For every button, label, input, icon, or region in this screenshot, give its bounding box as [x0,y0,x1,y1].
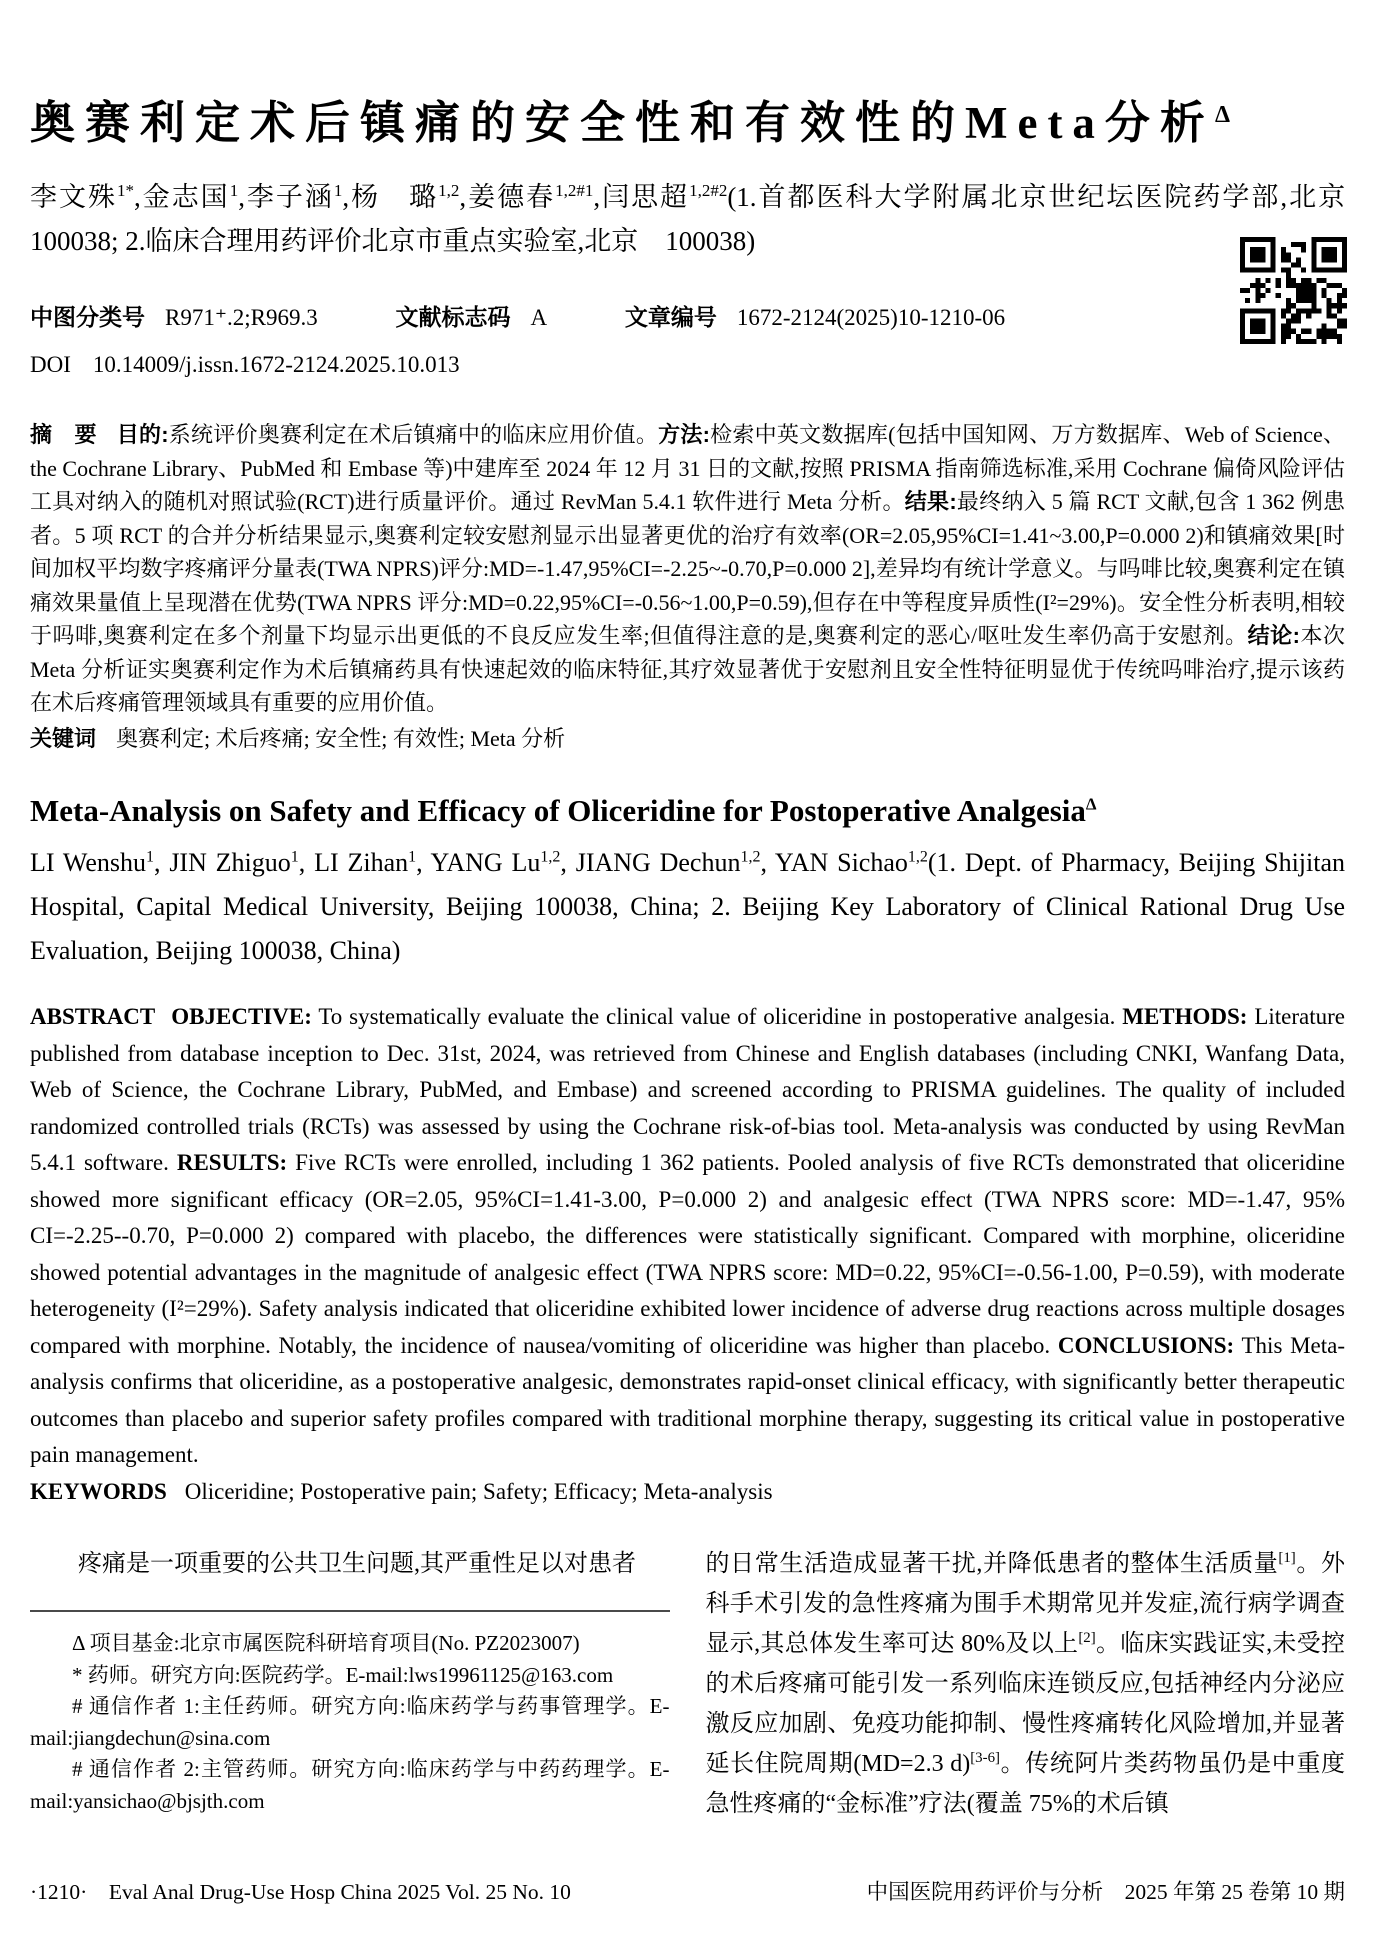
author-name: LI Zihan [314,848,409,877]
abstract-cn-section-label: 结果: [904,489,957,514]
author-name: YANG Lu [430,848,541,877]
author-sup: 1,2 [907,848,928,866]
authors-cn [30,175,1373,263]
author-separator: , [298,848,315,877]
author-name: JIN Zhiguo [169,848,291,877]
author-sup: 1,2 [438,181,460,200]
right-column [706,1544,1346,1824]
qr-code-icon [1240,237,1347,344]
author-sup: 1 [146,848,154,866]
author-name: 闫思超 [600,182,690,212]
footer-left-journal-en: ·1210· Eval Anal Drug-Use Hosp China 2025 Vol. 25 No. 10 [30,1880,571,1904]
clc-value: R971⁺.2;R969.3 [165,305,318,330]
keywords-en-label: KEYWORDS [30,1478,167,1504]
author-name: JIANG Dechun [575,848,741,877]
author-separator: , [238,182,245,212]
article-id [625,305,1005,330]
body-text: 。外科手术引发的急性疼痛为围手术期常见并发症,流行病学调查显示,其总体发生率可达 80%及以上 [705,1551,1346,1657]
abstract-cn-section-label: 结论: [1247,623,1300,648]
author-name: LI Wenshu [30,848,146,877]
author-name: 姜德春 [466,182,556,212]
abstract-cn [30,418,1345,720]
body-paragraph-left: 疼痛是一项重要的公共卫生问题,其严重性足以对患者 [78,1551,636,1577]
article-title-en-sup: Δ [1085,794,1097,814]
page-footer [30,1875,1345,1906]
citation-ref: [2] [1078,1630,1096,1646]
clc-number [30,305,318,330]
footnote-author: * 药师。研究方向:医院药学。E-mail:lws19961125@163.com [72,1662,614,1687]
author-name: 李文殊 [30,182,117,212]
keywords-cn-label: 关键词 [30,725,97,751]
abstract-en-section-text: This Meta-analysis confirms that oliceridine, as a postoperative analgesic, demonstrates rapid-onset clinical efficacy, with significantly better therapeutic outcomes than placebo and superior safety profiles compared with traditional morphine therapy, suggesting its critical value in postoperative pain management. [30,1332,1346,1467]
author-separator: , [133,182,141,212]
body-text: 的日常生活造成显著干扰,并降低患者的整体生活质量 [705,1551,1279,1577]
abstract-en [30,999,1345,1474]
article-id-value: 1672-2124(2025)10-1210-06 [736,305,1006,330]
author-name: 杨 璐 [349,182,439,212]
doi-label: DOI [30,352,71,377]
abstract-cn-section-label: 目的: [116,422,169,447]
abstract-en-section-label: OBJECTIVE: [171,1004,312,1029]
article-meta-row [30,299,1345,332]
affiliation-en: (1. Dept. of Pharmacy, Beijing Shijitan Hospital, Capital Medical University, Beijing 100038, China; 2. Beijing Key Laboratory of Clinical Rational Drug Use Evaluation, Beijing 100038, China) [30,848,1346,965]
abstract-en-section-text: Literature published from database inception to Dec. 31st, 2024, was retrieved from Chinese and English databases (including CNKI, Wanfang Data, Web of Science, the Cochrane Library, PubMed, and Embase) and screened according to PRISMA guidelines. The quality of included randomized controlled trials (RCTs) was assessed by using the Cochrane risk-of-bias tool. Meta-analysis was conducted by using RevMan 5.4.1 software. [30,1004,1346,1175]
abstract-cn-section-text: 系统评价奥赛利定在术后镇痛中的临床应用价值。 [168,422,659,447]
article-title-cn [30,86,1345,151]
abstract-en-section-label: METHODS: [1122,1004,1248,1029]
author-separator: , [416,848,431,877]
author-sup: 1,2 [740,848,761,866]
keywords-cn-text: 奥赛利定; 术后疼痛; 安全性; 有效性; Meta 分析 [116,725,566,751]
author-separator: , [760,848,775,877]
article-title-en-text: Meta-Analysis on Safety and Efficacy of Oliceridine for Postoperative Analgesia [30,793,1086,828]
affiliation-cn: (1.首都医科大学附属北京世纪坛医院药学部,北京 100038; 2.临床合理用药评价北京市重点实验室,北京 100038) [30,182,1373,256]
document-code-label: 文献标志码 [395,304,511,330]
footnote-corresponding-2: # 通信作者 2:主管药师。研究方向:临床药学与中药药理学。E-mail:yansichao@bjsjth.com [30,1757,670,1813]
author-sup: 1 [408,848,417,866]
author-separator: , [459,182,467,212]
article-title-cn-text: 奥赛利定术后镇痛的安全性和有效性的Meta分析 [30,98,1215,148]
citation-ref: [3-6] [970,1750,1000,1766]
document-code-value: A [530,305,548,330]
author-sup: 1 [229,181,239,200]
left-column [30,1544,670,1824]
body-text: 。传统阿片类药物虽仍是中重度急性疼痛的“金标准”疗法(覆盖 75%的术后镇 [705,1751,1345,1817]
author-sup: 1 [333,181,343,200]
article-id-label: 文章编号 [624,304,717,330]
citation-ref: [1] [1278,1550,1296,1566]
footnote-divider [30,1610,670,1612]
keywords-en [30,1474,1345,1511]
author-name: 李子涵 [244,182,334,212]
abstract-en-section-text: To systematically evaluate the clinical value of oliceridine in postoperative analgesia. [318,1004,1116,1029]
body-paragraph-right [706,1544,1346,1824]
two-column-body [30,1544,1345,1824]
keywords-en-text: Oliceridine; Postoperative pain; Safety; Efficacy; Meta-analysis [184,1478,773,1504]
abstract-en-section-label: RESULTS: [176,1150,288,1175]
author-name: YAN Sichao [774,848,908,877]
abstract-en-section-label: CONCLUSIONS: [1057,1332,1235,1358]
body-text: 。临床实践证实,未受控的术后疼痛可能引发一系列临床连锁反应,包括神经内分泌应激反应加剧、免疫功能抑制、慢性疼痛转化风险增加,并显著延长住院周期(MD=2.3 d) [705,1631,1346,1777]
abstract-en-section-text: Five RCTs were enrolled, including 1 362 patients. Pooled analysis of five RCTs demonstrated that oliceridine showed more significant efficacy (OR=2.05, 95%CI=1.41-3.00, P=0.000 2) and analgesic effect (TWA NPRS score: MD=-1.47, 95% CI=-2.25--0.70, P=0.000 2) compared with placebo, the differences were statistically significant. Compared with morphine, oliceridine showed potential advantages in the magnitude of analgesic effect (TWA NPRS score: MD=0.22, 95%CI=-0.56-1.00, P=0.59), with moderate heterogeneity (I²=29%). Safety analysis indicated that oliceridine exhibited lower incidence of adverse drug reactions across multiple dosages compared with morphine. Notably, the incidence of nausea/vomiting of oliceridine was higher than placebo. [30,1150,1346,1358]
abstract-cn-section-text: 最终纳入 5 篇 RCT 文献,包含 1 362 例患者。5 项 RCT 的合并分析结果显示,奥赛利定较安慰剂显示出显著更优的治疗有效率(OR=2.05,95%CI=1.41~3.00,P=0.000 2)和镇痛效果[时间加权平均数字疼痛评分量表(TWA NPRS)评分:MD=-1.47,95%CI=-2.25~-0.70,P=0.000 2],差异均有统计学意义。与吗啡比较,奥赛利定在镇痛效果量值上呈现潜在优势(TWA NPRS 评分:MD=0.22,95%CI=-0.56~1.00,P=0.59),但存在中等程度异质性(I²=29%)。安全性分析表明,相较于吗啡,奥赛利定在多个剂量下均显示出更低的不良反应发生率;但值得注意的是,奥赛利定的恶心/呕吐发生率仍高于安慰剂。 [30,489,1346,648]
keywords-cn [30,722,1345,756]
article-title-cn-sup: Δ [1214,102,1230,128]
author-sup: 1,2#1 [555,181,594,200]
clc-label: 中图分类号 [30,304,145,330]
author-name: 金志国 [140,182,230,212]
author-separator: , [560,848,576,877]
author-separator: , [342,182,350,212]
abstract-cn-label: 摘 要 [30,422,97,447]
document-code [395,305,547,330]
footnote-fund: Δ 项目基金:北京市属医院科研培育项目(No. PZ2023007) [72,1631,580,1655]
author-separator: , [154,848,170,877]
footer-right-journal-cn: 中国医院用药评价与分析 2025 年第 25 卷第 10 期 [866,1880,1345,1904]
doi-row [30,352,1345,378]
author-sup: 1 [290,848,299,866]
article-title-en [30,793,1345,829]
abstract-cn-section-text: 本次 Meta 分析证实奥赛利定作为术后镇痛药具有快速起效的临床特征,其疗效显著优于安慰剂且安全性特征明显优于传统吗啡治疗,提示该药在术后疼痛管理领域具有重要的应用价值。 [30,623,1345,715]
abstract-cn-section-label: 方法: [658,422,710,447]
author-sup: 1,2 [540,848,561,866]
footnote-corresponding-1: # 通信作者 1:主任药师。研究方向:临床药学与药事管理学。E-mail:jiangdechun@sina.com [30,1694,670,1750]
doi-value: 10.14009/j.issn.1672-2124.2025.10.013 [92,352,460,377]
author-separator: , [593,182,601,212]
abstract-cn-section-text: 检索中英文数据库(包括中国知网、万方数据库、Web of Science、the Cochrane Library、PubMed 和 Embase 等)中建库至 2024 年 12 月 31 日的文献,按照 PRISMA 指南筛选标准,采用 Cochrane 偏倚风险评估工具对纳入的随机对照试验(RCT)进行质量评价。通过 RevMan 5.4.1 软件进行 Meta 分析。 [30,422,1345,514]
footnotes [30,1628,670,1817]
author-sup: 1* [116,181,134,200]
author-sup: 1,2#2 [689,181,728,200]
abstract-en-label: ABSTRACT [30,1004,156,1029]
authors-en [30,841,1345,973]
